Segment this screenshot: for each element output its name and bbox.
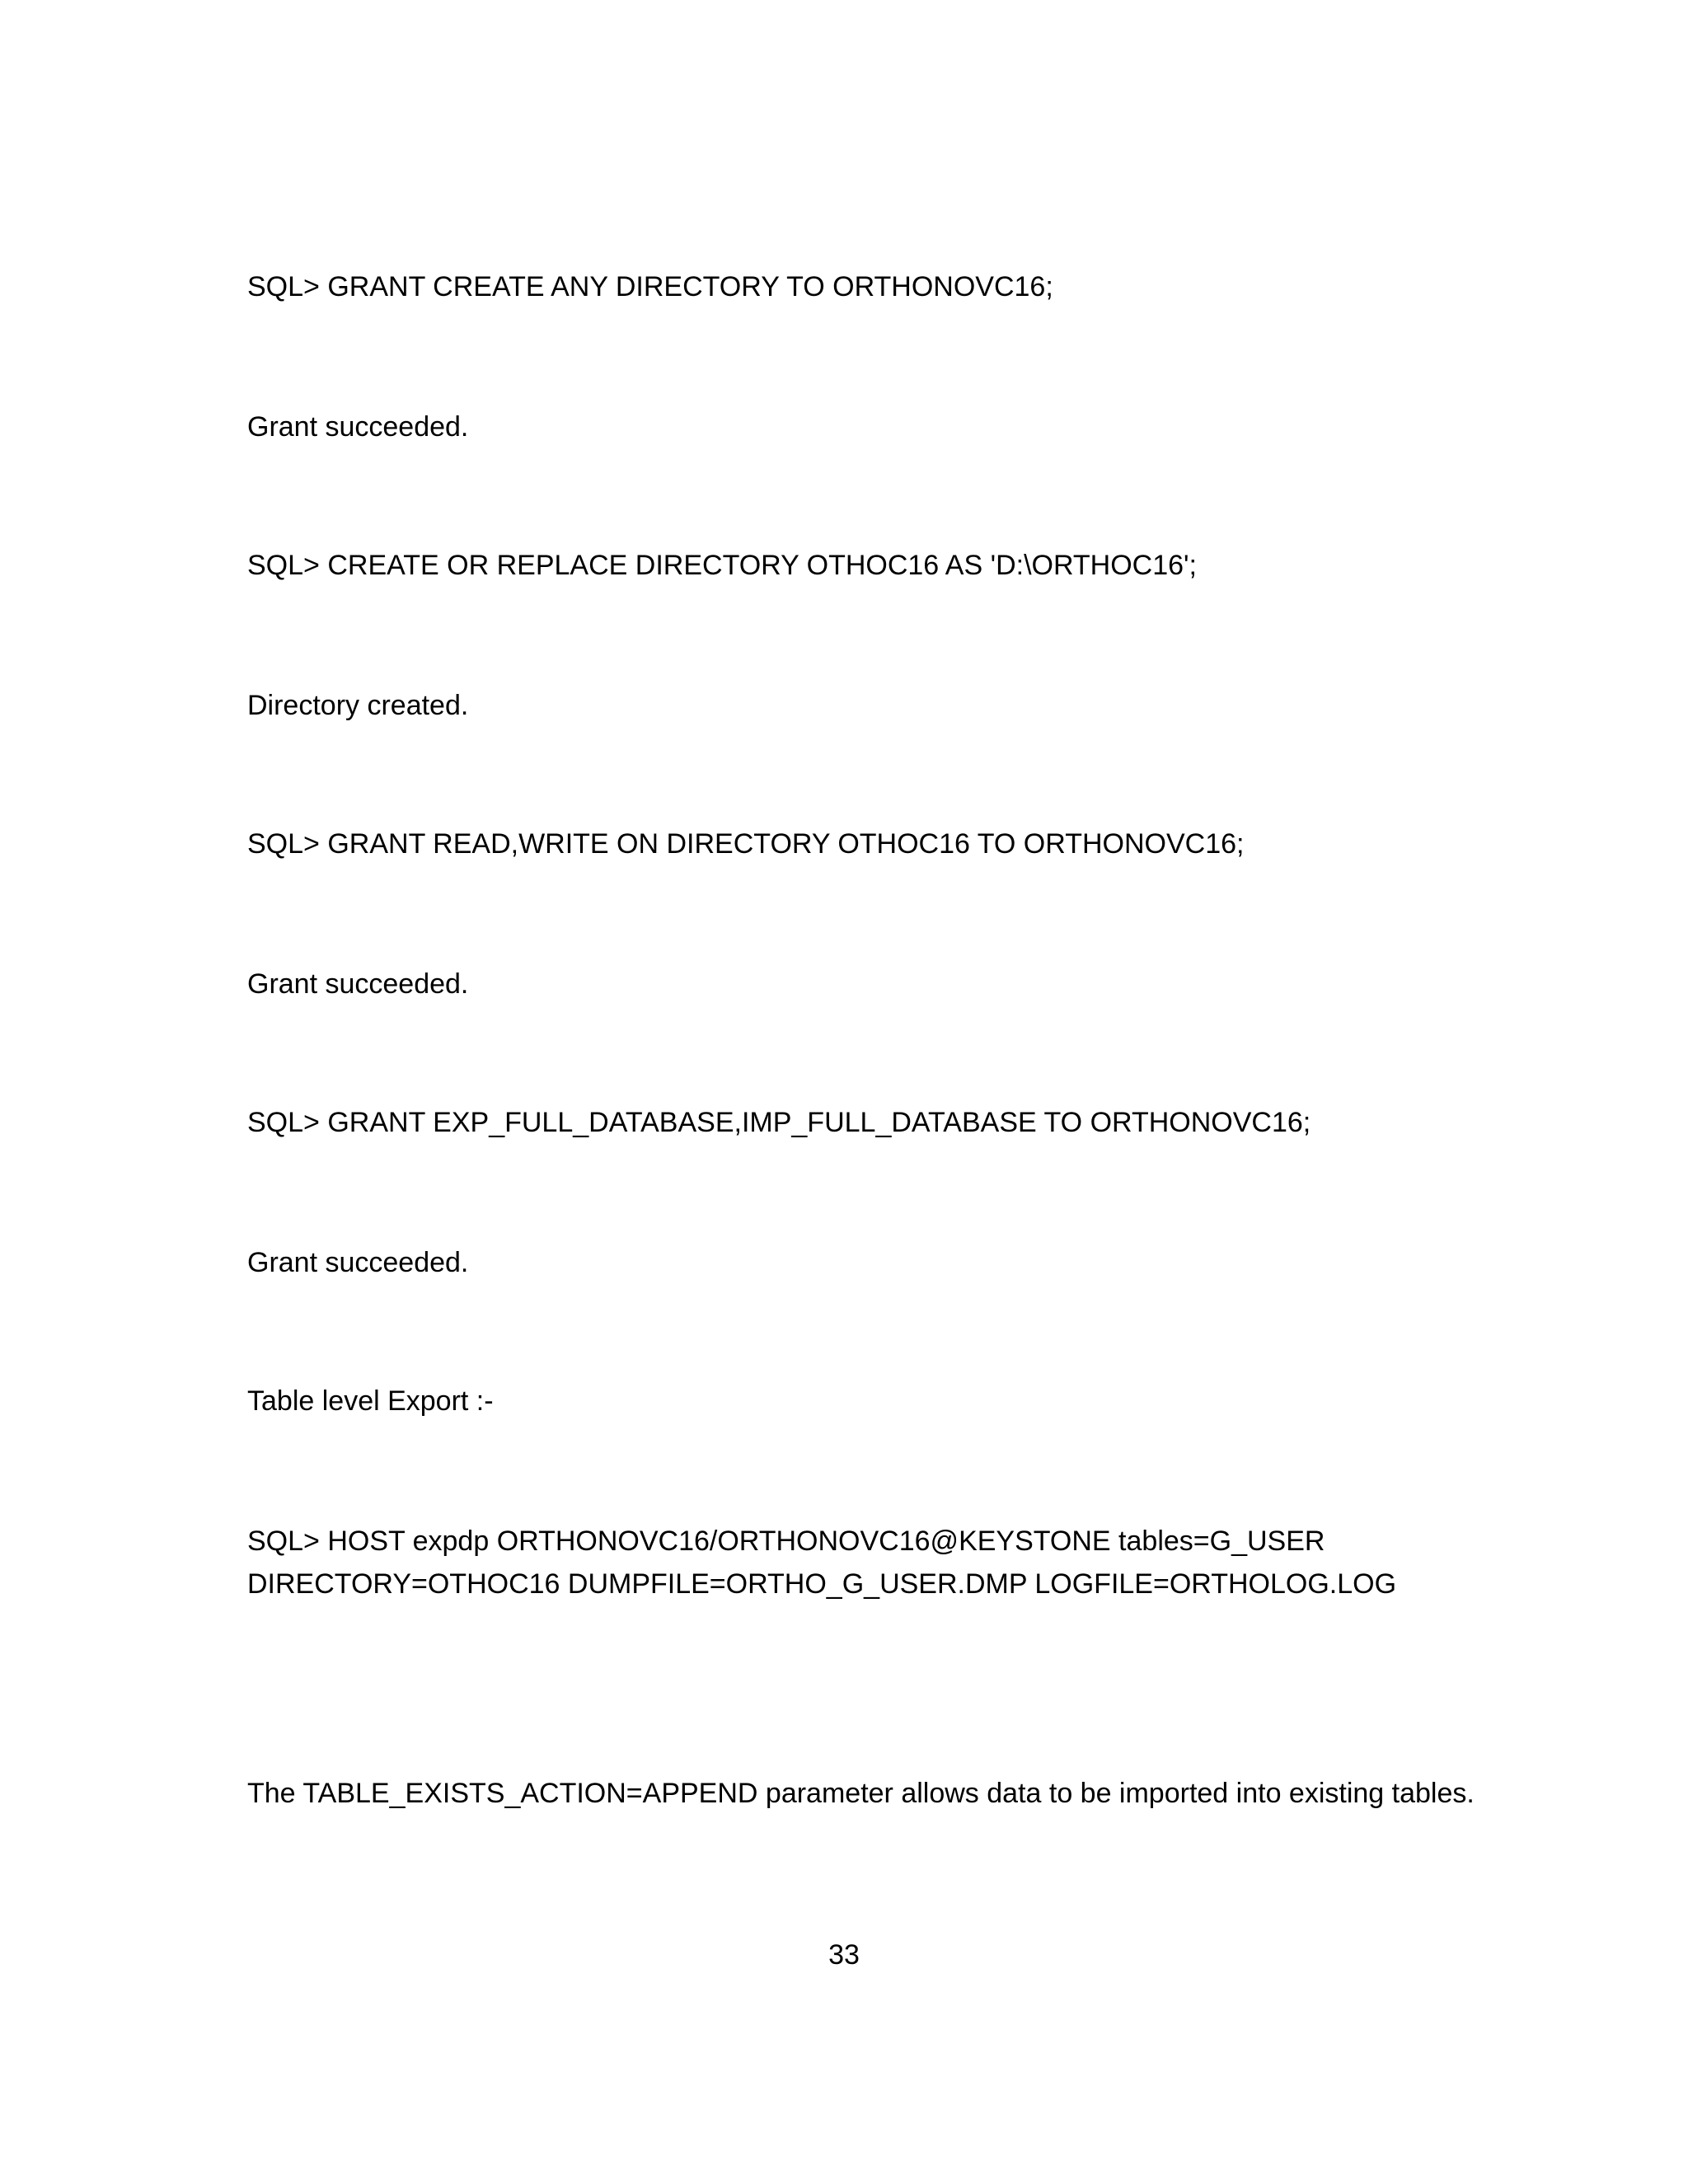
output-directory-created: Directory created. (247, 690, 469, 721)
sql-export-command (247, 1520, 1396, 1605)
section-heading-table-export: Table level Export :- (247, 1385, 494, 1417)
output-grant-succeeded-1: Grant succeeded. (247, 411, 469, 443)
output-grant-succeeded-2: Grant succeeded. (247, 968, 469, 1000)
sql-grant-read-write: SQL> GRANT READ,WRITE ON DIRECTORY OTHOC16 TO ORTHONOVC16; (247, 828, 1245, 860)
page-number: 33 (828, 1939, 860, 1971)
export-command-line-1: SQL> HOST expdp ORTHONOVC16/ORTHONOVC16@KEYSTONE tables=G_USER (247, 1526, 1325, 1557)
sql-grant-create-directory: SQL> GRANT CREATE ANY DIRECTORY TO ORTHONOVC16; (247, 271, 1053, 302)
output-grant-succeeded-3: Grant succeeded. (247, 1247, 469, 1278)
export-command-line-2: DIRECTORY=OTHOC16 DUMPFILE=ORTHO_G_USER.DMP LOGFILE=ORTHOLOG.LOG (247, 1568, 1397, 1600)
sql-grant-full-database: SQL> GRANT EXP_FULL_DATABASE,IMP_FULL_DATABASE TO ORTHONOVC16; (247, 1107, 1311, 1138)
note-table-exists-action: The TABLE_EXISTS_ACTION=APPEND parameter allows data to be imported into existing tables. (247, 1778, 1475, 1809)
sql-create-directory: SQL> CREATE OR REPLACE DIRECTORY OTHOC16 AS 'D:\ORTHOC16'; (247, 550, 1197, 581)
